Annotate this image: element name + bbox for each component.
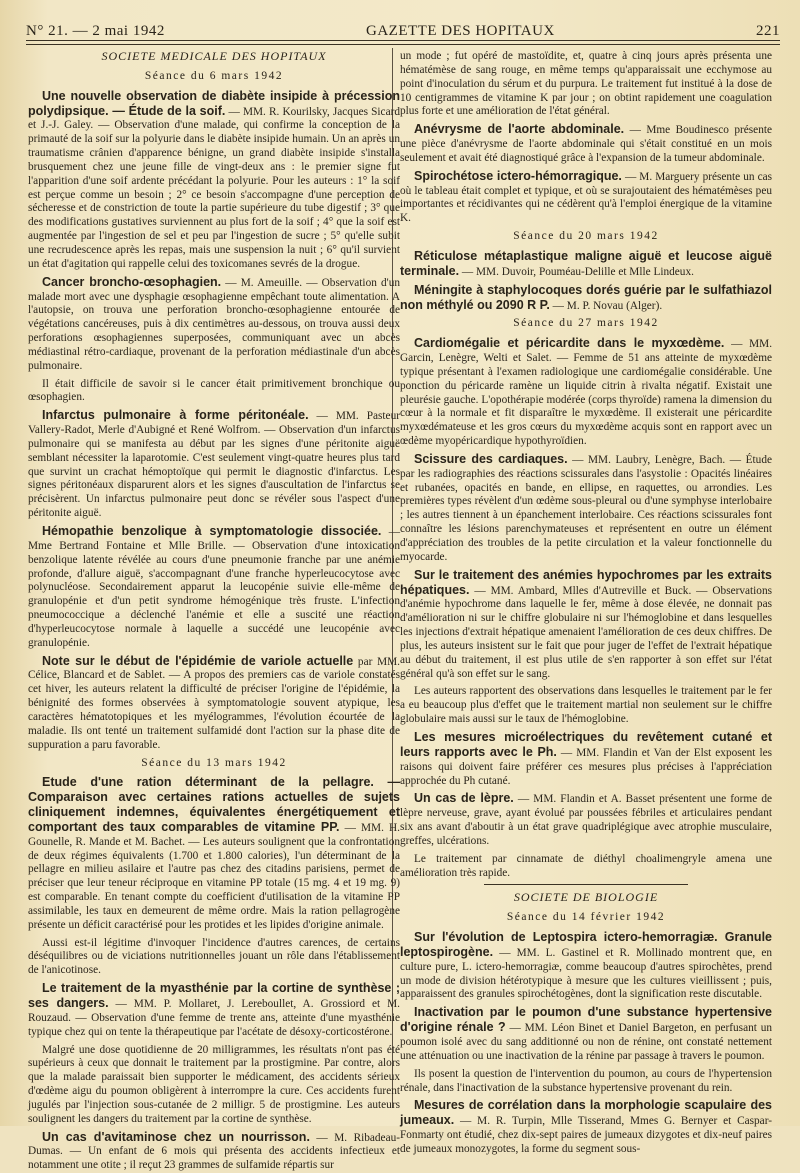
article-paragraph: Malgré une dose quotidienne de 20 milligrammes, les résultats n'ont pas été supérieurs à ceux que donnait le traitement par la prostigmine. Par contre, alors que la malade paraissait bien supporter le médicament, des accidents sérieux d'œdème aigu du poumon obligèrent à interrompre la cure. Ces accidents furent jugulés par l'injection sous-cutanée de 2 milligr. 5 de prostigmine. Les auteurs soulignent les dangers du traitement par la cortine de synthèse. <box>28 1043 400 1125</box>
article <box>400 569 772 682</box>
header-rule-top <box>26 40 780 41</box>
article-text: — Mme Bertrand Fontaine et Mlle Brille. — Observation d'une intoxication benzolique latente révélée au cours d'une pneumonie franche par une anémie profonde, d'allure aiguë, s'accompagnant d'une franche hyperleucocytose avec polynucléose. Secondairement apparut la leucopénie suivie elle-même de granulopénie et d'un petit syndrome hémogénique très fruste. L'infection pneumococcique a déclenché l'anémie et elle a suscité une réaction d'hyperleucocytose normale à laquelle a succédé une leucopénie avec granulopénie. <box>28 526 400 649</box>
article-text: — M. Ribadeau-Dumas. — Un enfant de 6 mois qui présenta des accidents infectieux et notamment une otite ; il reçut 23 grammes de sulfamide répartis sur <box>28 1131 400 1172</box>
article-paragraph: Les auteurs rapportent des observations dans lesquelles le traitement par le fer a eu beaucoup plus d'effet que le traitement martial non seulement sur le chiffre globulaire mais aussi sur le taux de l'hémoglobine. <box>400 685 772 726</box>
article <box>400 453 772 565</box>
article <box>28 655 400 753</box>
seance-heading: Séance du 13 mars 1942 <box>141 756 287 769</box>
article <box>400 284 772 314</box>
right-column <box>400 50 773 1155</box>
article-text: — MM. Léon Binet et Daniel Bargeton, en perfusant un poumon isolé avec du sang additionné ou non de rénine, ont constaté nettement une atténuation ou une inactivation de la rénine par passage à travers le poumon. <box>400 1022 772 1062</box>
section-rule <box>484 884 689 885</box>
article-title: Une nouvelle observation de diabète insipide à précession polydipsique. — Étude de la soif. <box>28 88 400 118</box>
article <box>400 1006 772 1063</box>
article-text: — MM. Flandin et A. Basset présentent une forme de lèpre nerveuse, grave, ayant évolué par poussées fébriles et articulaires pendant six ans avant d'aboutir à un état grave quadriplégique avec atrophie musculaire, greffes, ulcérations. <box>400 793 772 847</box>
article-title: Spirochétose ictero-hémorragique. <box>414 168 622 183</box>
article-title: Hémopathie benzolique à symptomatologie dissociée. <box>42 524 382 538</box>
article-text: — M. R. Turpin, Mlle Tisserand, Mmes G. Bernyer et Caspar-Fonmarty ont étudié, chez dix-sept paires de jumeaux dizygotes et dix-neuf paires de jumeaux monozygotes, la forme du segment sous- <box>400 1115 772 1155</box>
article-paragraph: un mode ; fut opéré de mastoïdite, et, quatre à cinq jours après présenta une hématémèse de sang rouge, en même temps qu'apparaissait une ecchymose au point d'inoculation du sérum et du purpura. Le traitement fut institué à la dose de 10 centigrammes de vitamine K par jour ; on obtint rapidement une coagulation plus forte et une amélioration de l'état général. <box>400 50 772 118</box>
article-text: — M. Marguery présente un cas où le tableau était complet et typique, et où se surajoutaient des hématémèses peu importantes et récidivantes qui ne cédèrent qu'à l'emploi énergique de la vitamine K. <box>400 170 772 225</box>
article-title: Sur le traitement des anémies hypochromes par les extraits hépatiques. <box>400 567 772 597</box>
article-title: Les mesures microélectriques du revêtement cutané et leurs rapports avec le Ph. <box>400 729 772 759</box>
article-title: Cancer broncho-œsophagien. <box>42 274 222 289</box>
article-title: Méningite à staphylocoques dorés guérie par le sulfathiazol non méthylé ou 2090 R P. <box>400 282 772 312</box>
article-text: — MM. R. Kourilsky, Jacques Sicard et J.-J. Galey. — Observation d'une malade, qui confirme la conception de la primauté de la soif sur la polyurie dans le diabète insipide humain. Un an après un traumatisme crânien d'apparence bénigne, un grand diabète insipide s'installa brusquement chez une jeune fille de vingt-deux ans : le premier signe fut l'apparition d'une soif ardente précédant la polyurie. Pour les auteurs : 1° la soif est perçue comme un besoin ; 2° ce besoin s'accompagne d'une perception de sécheresse et de constriction de toute la partie supérieure du tube digestif ; 3° que des modifications gustatives surviennent au plus fort de la soif ; 4° que la soif est augmentée par l'ingestion de sel et peu par l'ingestion de sucre ; 5° qu'elle subit une recrudescence après les repas, mais une suspension la nuit ; 6° qu'il survient un état d'agitation qui rappelle celui des toxicomanes sevrés de la drogue. <box>28 105 400 270</box>
article-text: — M. P. Novau (Alger). <box>549 299 663 312</box>
article-text: — MM. P. Mollaret, J. Lereboullet, A. Grossiord et M. Rouzaud. — Observation d'une femme de trente ans, atteinte d'une myasthénie typique chez qui on tente la thérapeutique par l'acétate de désoxy-corticostérone. <box>28 998 400 1038</box>
seance-heading: Séance du 6 mars 1942 <box>144 69 284 82</box>
article-paragraph: Il était difficile de savoir si le cancer était primitivement bronchique ou œsophagien. <box>28 377 400 404</box>
article-title: Cardiomégalie et péricardite dans le myxœdème. <box>414 336 725 351</box>
article <box>28 1131 400 1173</box>
journal-title: GAZETTE DES HOPITAUX <box>366 23 555 39</box>
article-title: Un cas d'avitaminose chez un nourrisson. <box>42 1129 310 1144</box>
article-text: — MM. Garcin, Lenègre, Welti et Salet. — Femme de 51 ans atteinte de myxœdème typique présentant à l'examen radiologique une cardiomégalie considérable. Une ponction du péricarde ramène un liquide citrin à rivalta négatif. Existait une pleurésie gauche. L'opothérapie modérée (corps thyroïde) ramena la dimension du cœur à la normale et fit disparaître le myxœdème. Il existerait une péricardite myxœdémateuse et les gros cœurs du myxœdème acquis sont en rapport avec un œdème myopéricardique hypothyroïdien. <box>400 338 773 448</box>
article <box>400 170 772 226</box>
article-text: — MM. Flandin et Van der Elst exposent les raisons qui doivent faire préférer ces mesures plus précises à l'appréciation approchée du Ph cutané. <box>400 746 773 787</box>
article-paragraph: Le traitement par cinnamate de diéthyl choalimengryle amena une amélioration très rapide. <box>400 852 772 879</box>
article <box>28 90 400 272</box>
article <box>28 409 400 521</box>
article-text: — MM. Ambard, Mlles d'Autreville et Buck. — Observations d'anémie hypochrome dans laquelle le fer, même à dose élevée, ne donnait pas d'amélioration ni sur le chiffre globulaire ni sur l'hémoglobine et dans lesquelles les injections d'extrait hépatique amenaient l'amélioration de ces deux chiffres. De plus, les auteurs insistent sur le fait que pour juger de l'effet de l'extrait hépatique au début du traitement, il est plus utile de s'en rapporter à son effet sur l'état général qu'à son effet sur le sang. <box>400 584 772 680</box>
article <box>400 931 772 1002</box>
article-paragraph: Ils posent la question de l'intervention du poumon, au cours de l'hypertension rénale, dans l'inactivation de la substance hypertensive provenant du rein. <box>400 1067 772 1094</box>
issue-number: N° 21. — 2 mai 1942 <box>26 23 165 39</box>
page-number: 221 <box>755 23 780 39</box>
article-paragraph: Aussi est-il légitime d'invoquer l'incidence d'autres carences, de certains déséquilibres ou de viciations nutritionnelles jouant un rôle dans l'établissement de l'anicotinose. <box>28 936 400 977</box>
header-rule-bottom <box>26 44 780 45</box>
article <box>400 792 772 848</box>
article-text: — MM. Pasteur Vallery-Radot, Merle d'Aubigné et René Wolfrom. — Observation d'un infarctus pulmonaire qui se manifesta au début par les signes d'une péritonite aiguë semblant nécessiter la laparotomie. C'est seulement vingt-quatre heures plus tard que survint un crachat hémoptoïque qui permit le diagnostic d'infarctus. Les signes péritonéaux disparurent alors et les signes d'auscultation de l'infarctus se précisèrent. Un infarctus pulmonaire peut donc se révéler sous l'aspect d'une péritonite aiguë. <box>28 410 400 520</box>
article-text: — Mme Boudinesco présente une pièce d'anévrysme de l'aorte abdominale qui s'était constitué en un mois seulement et avait été diagnostiqué grâce à l'expansion de la tumeur abdominale. <box>400 124 772 164</box>
article-title: Un cas de lèpre. <box>414 791 514 806</box>
seance-heading: Séance du 20 mars 1942 <box>513 230 659 243</box>
article-title: Scissure des cardiaques. <box>414 451 568 466</box>
article-title: Le traitement de la myasthénie par la cortine de synthèse ; ses dangers. <box>28 981 400 1010</box>
article <box>400 250 772 280</box>
article <box>400 123 772 166</box>
article <box>28 982 400 1039</box>
section-heading: SOCIETE MEDICALE DES HOPITAUX <box>101 49 327 63</box>
article-title: Note sur le début de l'épidémie de variole actuelle <box>42 653 354 668</box>
article-text: — M. Ameuille. — Observation d'un malade mort avec une dysphagie œsophagienne empêchant toute alimentation. A l'autopsie, on trouva une perforation broncho-œsophagienne entourée de végétations cancéreuses, puis à dix centimètres au-dessous, on trouva aussi deux perforations œsophagiennes superposées, communiquant avec un abcès médiastinal rétro-cardiaque, provenant de la perforation médiastinale d'un abcès pulmonaire. <box>28 276 401 372</box>
seance-heading: Séance du 27 mars 1942 <box>513 317 659 330</box>
article-text: — MM. L. Gastinel et R. Mollinado montrent que, en culture pure, L. ictero-hemorragiæ, comme beaucoup d'autres spirochètes, prend un mode de division hétérotypique à mesure que les cultures vieillissent ; puis, apparaissent des granules spirochétogènes, dont la signification reste discutable. <box>400 946 772 1001</box>
section-heading: SOCIETE DE BIOLOGIE <box>513 890 659 905</box>
article-title: Mesures de corrélation dans la morphologie scapulaire des jumeaux. <box>400 1098 772 1128</box>
article-title: Infarctus pulmonaire à forme péritonéale. <box>42 408 309 423</box>
article-title: Sur l'évolution de Leptospira ictero-hemorragiæ. Granule leptospirogène. <box>400 930 772 959</box>
article-text: — MM. Duvoir, Pouméau-Delille et Mlle Lindeux. <box>459 265 694 278</box>
article <box>28 525 400 651</box>
article <box>400 1099 772 1156</box>
article-title: Anévrysme de l'aorte abdominale. <box>414 122 625 137</box>
article-title: Inactivation par le poumon d'une substance hypertensive d'origine rénale ? <box>400 1005 772 1035</box>
page-header <box>26 14 780 40</box>
article-text: — MM. H. Gounelle, R. Mande et M. Bachet. — Les auteurs soulignent que la confrontation de deux régimes équivalents (1.700 et 1.800 calories), l'un déterminant de la pellagre en milieu asilaire et l'autre pas chez des citadins parisiens, permet de préciser que leur teneur réciproque en vitamine PP totale (15 mg. 4 et 19 mg. 9) est comparable. En tenant compte du coefficient d'utilisation de la vitamine PP assimilable, les taux en demeurent de même ordre. Mais la ration pellagrogène présente un déficit caractérisé pour les protides et les lipides d'origine animale. <box>28 821 400 931</box>
article-title: Etude d'une ration déterminant de la pellagre. — Comparaison avec certaines rations actuelles de sujets cliniquement indemnes, équivalentes énergétiquement et comportant des taux comparables de vitamine PP. <box>28 775 400 834</box>
article <box>400 731 772 788</box>
article <box>28 276 400 374</box>
article-text: — MM. Laubry, Lenègre, Bach. — Étude par les radiographies des réactions scissurales dans l'asystolie : Opacités linéaires et rubanées, opacités en bande, en ellipse, en raquettes, ou arrondies. Les premières types révèlent d'un œdème sous-pleural ou d'une symphyse interlobaire ; les autres tiennent à un épanchement interlobaire. Ces réactions scissurales font connaître les lésions parenchymateuses et représentent en outre un élément d'appréciation des troubles de la petite circulation et la valeur fonctionnelle du myocarde. <box>400 453 772 563</box>
article-text: par MM. Célice, Blancard et de Sablet. — A propos des premiers cas de variole constatés cet hiver, les auteurs relatent la difficulté de préciser l'origine de l'épidémie, la bénignité des formes observées à symptomatologie souvent atypique, les caractères hématotopiques et les myélogrammes, l'évolution écourtée de la maladie. Ils ont tenté un traitement sulfamidé dont l'action sur la phase dite de suppuration a paru favorable. <box>28 655 400 751</box>
seance-heading: Séance du 14 février 1942 <box>506 911 666 924</box>
article <box>400 337 772 449</box>
article <box>28 776 400 932</box>
article-title: Réticulose métaplastique maligne aiguë et leucose aiguë terminale. <box>400 248 772 278</box>
left-column <box>28 49 401 1172</box>
